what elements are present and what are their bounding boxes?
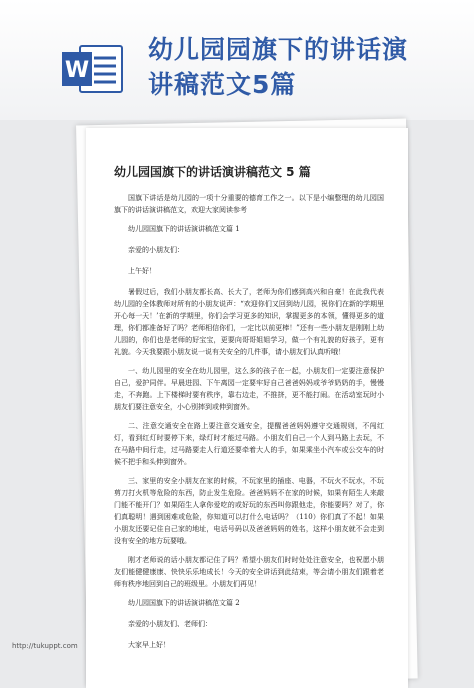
- source-url: http://tukuppt.com: [12, 642, 78, 650]
- header-banner: [0, 0, 474, 120]
- greeting-line: 亲爱的小朋友们、老师们：: [128, 620, 212, 628]
- body-paragraph: 暑假过后，我们小朋友都长高、长大了，老师为你们感到高兴和自豪！在此我代表幼儿园的全体教师对所有的小朋友说声：“欢迎你们又回到幼儿园，祝你们在新的学期里开心每一天！’在新的学期里，你们会学习更多的知识，掌握更多的本领，懂得更多的道理，你们都准备好了吗？老师相信你们，一定比以前更棒！”还有一些小朋友是刚刚上幼儿园的，你们也是老师的好宝宝，更要向哥哥姐姐学习，做一个有礼貌的好孩子，更有礼貌。今天我要跟小朋友说一说有关安全的几件事，请小朋友们认真听哦！: [114, 288, 384, 356]
- word-doc-icon: [62, 44, 124, 94]
- greeting-line: 大家早上好！: [128, 641, 170, 649]
- body-paragraph: 二、注意交通安全在路上要注意交通安全，提醒爸爸妈妈遵守交通规则，不闯红灯，看到红灯时要停下来，绿灯时才能过马路。小朋友们自己一个人到马路上去玩，不在马路中间行走，过马路要走人行道还要牵着大人的手，如果乘坐小汽车或公交车的时候不把手和头伸到窗外。: [114, 422, 384, 466]
- section-title-2: 幼儿园国旗下的讲话演讲稿范文篇 2: [128, 599, 240, 607]
- banner-title-line1: 幼儿园园旗下的讲话演: [148, 35, 409, 64]
- body-paragraph: 一、幼儿园里的安全在幼儿园里，这么多的孩子在一起，小朋友们一定要注意保护自己，爱护同伴。早晨进园、下午离园一定要牢好自己爸爸妈妈或爷爷奶奶的手，慢慢走，不奔跑。上下楼梯时要有秩序，靠右边走，不推挤，更不能打闹。在活动室玩时小朋友们要注意安全，小心别摔到或伸到窗外。: [114, 367, 384, 411]
- banner-title-line2: 讲稿范文5篇: [148, 70, 297, 99]
- document-page: [86, 128, 408, 688]
- document-content: [114, 164, 384, 660]
- body-paragraph: 三、家里的安全小朋友在家的时候，不玩家里的插座、电器，不玩火不玩水，不玩剪刀打火机等危险的东西，防止发生危险。爸爸妈妈不在家的时候，如果有陌生人来敲门能不能开门？如果陌生人拿你爱吃的或好玩的东西叫你跟他走，你能要吗？对了，你们真聪明！遇到困难或危险，你知道可以打什么电话吗？（110）你们真了不起！如果小朋友还要记住自己家的地址，电话号码以及爸爸妈妈的姓名，这样小朋友就不会走到没有安全的地方玩要哦。: [114, 477, 384, 545]
- intro-paragraph: 国旗下讲话是幼儿园的一项十分重要的德育工作之一。以下是小编整理的幼儿园国旗下的讲话演讲稿范文，欢迎大家阅读参考: [114, 194, 384, 214]
- section-title-1: 幼儿园国旗下的讲话演讲稿范文篇 1: [128, 225, 240, 233]
- greeting-line: 亲爱的小朋友们：: [128, 246, 184, 254]
- body-paragraph: 刚才老师说的话小朋友都记住了吗？希望小朋友们时时处处注意安全，也祝愿小朋友们能健健康康、快快乐乐地成长！今天的安全讲话到此结束，等会请小朋友们跟着老师有秩序地回到自己的班级里。小朋友们再见！: [114, 556, 384, 588]
- document-heading: 幼儿园国旗下的讲话演讲稿范文 5 篇: [114, 165, 311, 179]
- greeting-line: 上午好！: [128, 267, 156, 275]
- banner-title: [148, 32, 448, 102]
- word-letter: W: [64, 58, 90, 83]
